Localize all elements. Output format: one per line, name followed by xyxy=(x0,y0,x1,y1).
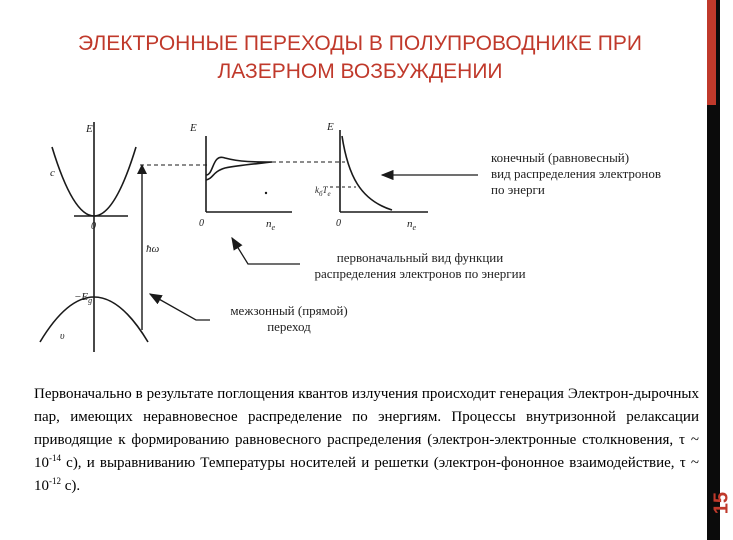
band-e-label: E xyxy=(86,123,93,135)
band-plot xyxy=(40,122,148,352)
initial-distribution-annotation xyxy=(292,250,548,282)
title-line-2: ЛАЗЕРНОМ ВОЗБУЖДЕНИИ xyxy=(217,60,503,83)
final-distribution-plot xyxy=(330,130,428,212)
gap-energy-label: $-E_g$ xyxy=(74,291,93,306)
initial-point xyxy=(265,192,267,194)
final-distribution-curve xyxy=(342,136,392,210)
band-c-label: c xyxy=(50,167,55,179)
page-number: 15 xyxy=(710,492,732,515)
interband-annotation-line-2: переход xyxy=(267,319,311,334)
initial-annotation-line-1: первоначальный вид функции xyxy=(336,250,504,265)
final-distribution-annotation xyxy=(491,150,661,198)
final-zero-label: 0 xyxy=(336,218,341,229)
final-annotation-line-3: по энерги xyxy=(491,182,545,197)
initial-e-label: E xyxy=(190,122,197,134)
annotation-arrows xyxy=(150,175,478,320)
band-zero-label: 0 xyxy=(91,221,96,232)
initial-annotation-line-2: распределения электронов по энергии xyxy=(314,266,526,281)
final-ne-label: $n_e$ xyxy=(407,218,417,233)
initial-zero-label: 0 xyxy=(199,218,204,229)
initial-distribution-curve xyxy=(206,157,272,180)
final-kt-label: $k_бT_e$ xyxy=(315,185,331,198)
interband-transition-annotation xyxy=(214,303,364,335)
title-line-1: ЭЛЕКТРОННЫЕ ПЕРЕХОДЫ В ПОЛУПРОВОДНИКЕ ПРИ xyxy=(78,32,642,55)
final-annotation-line-1: конечный (равновесный) xyxy=(491,150,630,165)
photon-energy-label: ħω xyxy=(146,243,160,255)
final-annotation-line-2: вид распределения электронов xyxy=(491,166,662,181)
interband-annotation-line-1: межзонный (прямой) xyxy=(230,303,348,318)
body-paragraph: Первоначально в результате поглощения квантов излучения происходит генерация Электрон-дырочных пар, имеющих неравновесное распределение по энергиям. Процессы внутризонной релаксации приводящие к формированию равновесного распределения (электрон-электронные столкновения, τ ~ $10^{-14}$ с), и выравниванию Температуры носителей и решетки (электрон-фононное взаимодействие, τ ~ $10^{-12}$ с). xyxy=(34,386,699,494)
initial-arrow xyxy=(232,238,300,264)
initial-distribution-plot xyxy=(206,136,292,212)
interband-arrow xyxy=(150,294,210,320)
band-v-label: υ xyxy=(60,331,65,342)
final-e-label: E xyxy=(327,121,334,133)
initial-ne-label: $n_e$ xyxy=(266,218,276,233)
